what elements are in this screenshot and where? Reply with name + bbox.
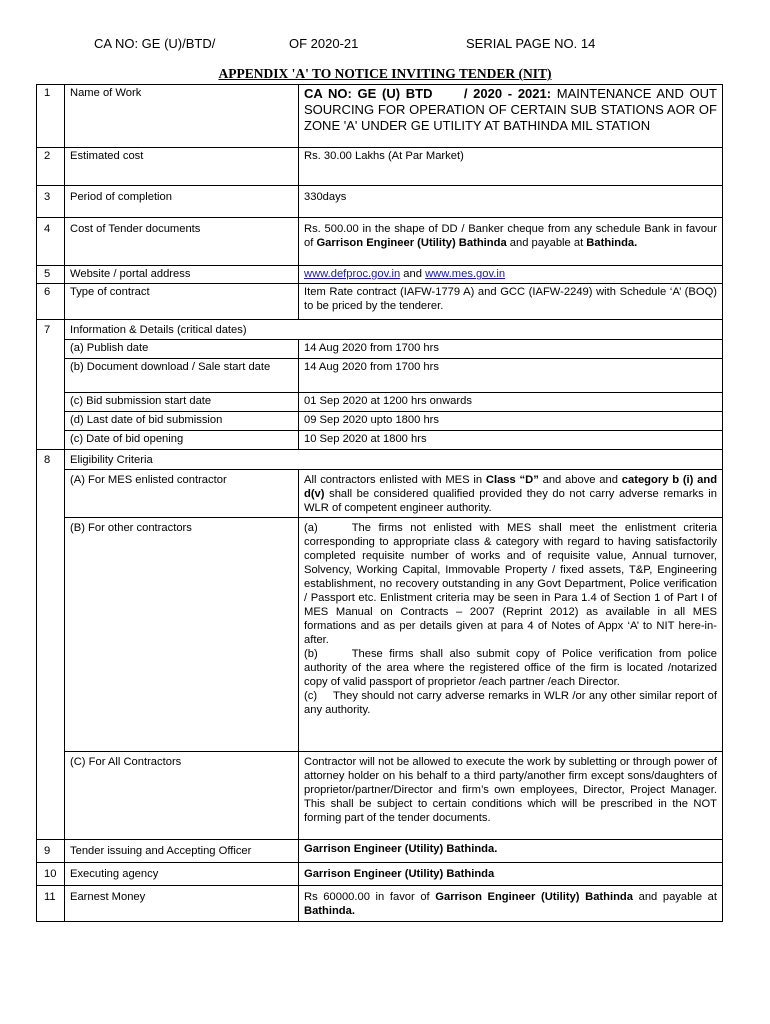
criteria-text: All contractors enlisted with MES in [304, 474, 483, 486]
table-row [37, 393, 723, 412]
row-number: 10 [37, 863, 65, 886]
row-number: 9 [37, 840, 65, 863]
table-row [37, 470, 723, 518]
tender-cost-text: and payable at [509, 237, 584, 249]
table-row [37, 340, 723, 359]
para-tag: (b) [304, 648, 318, 660]
row-label: Information & Details (critical dates) [65, 320, 723, 340]
row-number: 4 [37, 218, 65, 266]
row-label: Period of completion [65, 186, 299, 218]
class-text: Class “D” [485, 474, 539, 486]
estimated-cost-value: Rs. 30.00 Lakhs (At Par Market) [299, 148, 723, 186]
header-serial-page: SERIAL PAGE NO. 14 [466, 36, 596, 51]
payable-place: Bathinda. [586, 237, 638, 249]
criteria-label: (A) For MES enlisted contractor [65, 470, 299, 518]
tender-cost-text: Rs. 500.00 in the shape of DD / Banker cheque from any schedule Bank in favour of [304, 223, 717, 249]
row-label: Eligibility Criteria [65, 450, 723, 470]
table-row [37, 863, 723, 886]
row-label: Website / portal address [65, 266, 299, 284]
mes-enlisted-value [299, 470, 723, 518]
date-value: 09 Sep 2020 upto 1800 hrs [299, 412, 723, 431]
row-label: Name of Work [65, 85, 299, 148]
para-text: They should not carry adverse remarks in WLR /or any other similar report of any authority. [304, 690, 717, 716]
table-row [37, 266, 723, 284]
mes-link[interactable]: www.mes.gov.in [425, 268, 506, 280]
row-number: 2 [37, 148, 65, 186]
criteria-label: (B) For other contractors [65, 518, 299, 752]
earnest-text: Rs 60000.00 in favor of [304, 891, 430, 903]
row-label: Tender issuing and Accepting Officer [65, 840, 299, 863]
criteria-para-a [304, 521, 717, 647]
table-row [37, 284, 723, 320]
para-tag: (a) [304, 522, 318, 534]
para-text: The firms not enlisted with MES shall meet the enlistment criteria corresponding to appropriate class & category with regard to having satisfactorily completed requisite number of works and of requisite value, Annual turnover, Solvency, Working Capital, Immovable Property / fixed assets, T&P, Engineering establishment, no recovery outstanding in any Govt Department, Police verification / Passport etc. Enlistment criteria may be seen in Para 1.4 of Section 1 of Part I of MES Manual on Contracts – 2007 (Reprint 2012) as available in all MES formations and as per details given at para 4 of Notes of Appx ‘A’ to NIT here-in-after. [304, 522, 717, 646]
table-row [37, 412, 723, 431]
payable-place: Bathinda. [304, 905, 355, 917]
date-label: (a) Publish date [65, 340, 299, 359]
header-year: OF 2020-21 [289, 36, 359, 51]
criteria-para-b [304, 647, 717, 689]
row-label: Estimated cost [65, 148, 299, 186]
criteria-label: (C) For All Contractors [65, 752, 299, 840]
payee-name: Garrison Engineer (Utility) Bathinda [435, 891, 633, 903]
accepting-officer-value: Garrison Engineer (Utility) Bathinda. [299, 840, 723, 863]
other-contractors-value [299, 518, 723, 752]
table-row [37, 85, 723, 148]
date-label: (c) Bid submission start date [65, 393, 299, 412]
row-number: 11 [37, 886, 65, 922]
date-label: (c) Date of bid opening [65, 431, 299, 450]
row-number: 7 [37, 320, 65, 450]
row-label: Cost of Tender documents [65, 218, 299, 266]
date-label: (d) Last date of bid submission [65, 412, 299, 431]
row-number: 5 [37, 266, 65, 284]
header-ca-no: CA NO: GE (U)/BTD/ [94, 36, 216, 51]
work-description: MAINTENANCE AND OUT SOURCING FOR OPERATION OF CERTAIN SUB STATIONS AOR OF ZONE 'A' UNDER GE UTILITY AT BATHINDA MIL STATION [304, 86, 717, 133]
date-value: 14 Aug 2020 from 1700 hrs [299, 359, 723, 393]
criteria-text: and above and [542, 474, 618, 486]
table-row [37, 218, 723, 266]
table-row [37, 186, 723, 218]
date-label: (b) Document download / Sale start date [65, 359, 299, 393]
tender-cost-value [299, 218, 723, 266]
website-value [299, 266, 723, 284]
name-of-work-value [299, 85, 723, 148]
date-value: 01 Sep 2020 at 1200 hrs onwards [299, 393, 723, 412]
nit-appendix-table [36, 84, 723, 922]
para-text: These firms shall also submit copy of Police verification from police authority of the area where the registered office of the firm is located /notarized copy of valid passport of proprietor /each partner /each Director. [304, 648, 717, 688]
criteria-para-c [304, 689, 717, 717]
row-number: 1 [37, 85, 65, 148]
ca-number: CA NO: GE (U) BTD [304, 86, 433, 101]
table-row [37, 886, 723, 922]
row-number: 3 [37, 186, 65, 218]
executing-agency-value: Garrison Engineer (Utility) Bathinda [299, 863, 723, 886]
table-row [37, 148, 723, 186]
row-label: Earnest Money [65, 886, 299, 922]
row-number: 6 [37, 284, 65, 320]
period-value: 330days [299, 186, 723, 218]
ca-year: / 2020 - 2021: [463, 86, 552, 101]
row-number: 8 [37, 450, 65, 840]
all-contractors-value: Contractor will not be allowed to execute the work by subletting or through power of attorney holder on his behalf to a third party/another firm except sons/daughters of proprietor/partner/Director and firm’s own employees, Director, Project Manager. This shall be subject to certain conditions which will be prescribed in the NOT forming part of the tender documents. [299, 752, 723, 840]
table-row [37, 359, 723, 393]
table-row [37, 840, 723, 863]
table-row [37, 431, 723, 450]
date-value: 10 Sep 2020 at 1800 hrs [299, 431, 723, 450]
criteria-text: shall be considered qualified provided they do not carry adverse remarks in WLR of competent engineer authority. [304, 488, 717, 514]
defproc-link[interactable]: www.defproc.gov.in [304, 268, 401, 280]
table-row [37, 320, 723, 340]
table-row [37, 518, 723, 752]
category-text: category b (i) and d(v) [304, 474, 718, 500]
para-tag: (c) [304, 690, 318, 702]
link-separator: and [403, 268, 422, 280]
date-value: 14 Aug 2020 from 1700 hrs [299, 340, 723, 359]
earnest-money-value [299, 886, 723, 922]
row-label: Type of contract [65, 284, 299, 320]
contract-type-value: Item Rate contract (IAFW-1779 A) and GCC (IAFW-2249) with Schedule ‘A’ (BOQ) to be priced by the tenderer. [299, 284, 723, 320]
payee-name: Garrison Engineer (Utility) Bathinda [316, 237, 507, 249]
table-row [37, 450, 723, 470]
earnest-text: and payable at [638, 891, 717, 903]
table-row [37, 752, 723, 840]
page-title: APPENDIX 'A' TO NOTICE INVITING TENDER (NIT) [218, 66, 552, 81]
row-label: Executing agency [65, 863, 299, 886]
